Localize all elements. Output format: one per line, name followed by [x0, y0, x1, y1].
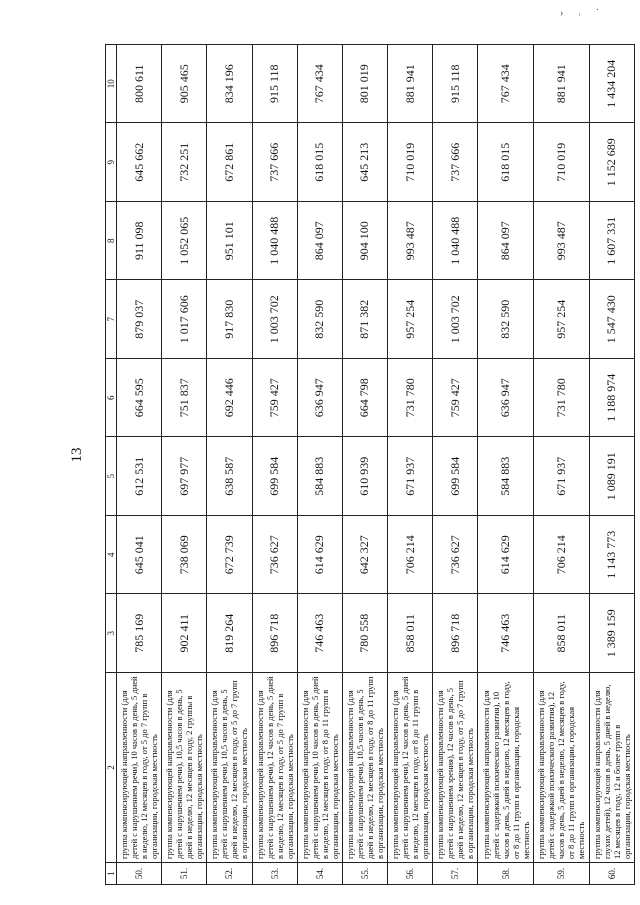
value-cell: 645 662	[117, 123, 162, 202]
value-cell: 736 627	[433, 516, 478, 595]
header-cell: 4	[106, 516, 117, 595]
row-number-cell: 56.	[388, 863, 433, 885]
value-cell: 1 152 689	[589, 123, 634, 202]
value-cell: 672 861	[207, 123, 252, 202]
value-cell: 699 584	[252, 437, 297, 516]
value-cell: 1 389 159	[589, 594, 634, 673]
value-cell: 706 214	[388, 516, 433, 595]
row-number-cell: 54.	[297, 863, 342, 885]
header-cell: 10	[106, 45, 117, 124]
value-cell: 800 611	[117, 45, 162, 124]
header-cell: 1	[106, 863, 117, 885]
row-number-cell: 55.	[342, 863, 387, 885]
value-cell: 957 254	[534, 280, 590, 359]
value-cell: 699 584	[433, 437, 478, 516]
page-number: 13	[69, 447, 85, 463]
table-row	[297, 45, 342, 885]
row-description-cell: группа компенсирующей направленности (для детей с задержкой психического развития), 12 часов в день, 5 дней в неделю, 12 месяцев в году, от 8 до 11 групп в организации, городская местность	[534, 673, 590, 863]
value-cell: 858 011	[534, 594, 590, 673]
row-number-cell: 59.	[534, 863, 590, 885]
row-description-cell: группа компенсирующей направленности (для детей с нарушением речи), 10 часов в день, 5 дней в неделю, 12 месяцев в году, от 8 до 11 групп в организации, городская местность	[297, 673, 342, 863]
value-cell: 819 264	[207, 594, 252, 673]
value-cell: 1 040 488	[433, 202, 478, 281]
value-cell: 780 558	[342, 594, 387, 673]
value-cell: 736 627	[252, 516, 297, 595]
value-cell: 746 463	[478, 594, 534, 673]
value-cell: 915 118	[433, 45, 478, 124]
value-cell: 871 382	[342, 280, 387, 359]
value-cell: 1 188 974	[589, 359, 634, 438]
row-description-cell: группа компенсирующей направленности (для детей с задержкой психического развития), 10 часов в день, 5 дней в неделю, 12 месяцев в году, от 8 до 11 групп в организации, городская местность	[478, 673, 534, 863]
value-cell: 759 427	[433, 359, 478, 438]
value-cell: 584 883	[297, 437, 342, 516]
value-cell: 834 196	[207, 45, 252, 124]
row-number-cell: 52.	[207, 863, 252, 885]
value-cell: 645 041	[117, 516, 162, 595]
value-cell: 1 434 204	[589, 45, 634, 124]
header-cell: 5	[106, 437, 117, 516]
value-cell: 785 169	[117, 594, 162, 673]
value-cell: 618 015	[478, 123, 534, 202]
header-cell: 8	[106, 202, 117, 281]
value-cell: 732 251	[162, 123, 207, 202]
value-cell: 731 780	[534, 359, 590, 438]
value-cell: 664 595	[117, 359, 162, 438]
row-description-cell: группа компенсирующей направленности (для детей с нарушением речи), 10,5 часов в день, 5 дней в неделю, 12 месяцев в году, от 8 до 11 групп в организации, городская местность	[342, 673, 387, 863]
value-cell: 710 019	[388, 123, 433, 202]
row-description-cell: группа компенсирующей направленности (для детей с нарушением зрения), 12 часов в день, 5 дней в неделю, 12 месяцев в году, от 5 до 7 групп в организации, городская местность	[433, 673, 478, 863]
value-cell: 881 941	[534, 45, 590, 124]
row-description-cell: группа компенсирующей направленности (для детей с нарушением речи), 10 часов в день, 5 дней в неделю, 12 месяцев в году, от 5 до 7 групп в организации, городская местность	[117, 673, 162, 863]
value-cell: 858 011	[388, 594, 433, 673]
value-cell: 993 487	[388, 202, 433, 281]
row-number-cell: 50.	[117, 863, 162, 885]
value-cell: 951 101	[207, 202, 252, 281]
value-cell: 1 547 430	[589, 280, 634, 359]
value-cell: 642 327	[342, 516, 387, 595]
value-cell: 584 883	[478, 437, 534, 516]
value-cell: 636 947	[297, 359, 342, 438]
table-row	[342, 45, 387, 885]
header-cell: 3	[106, 594, 117, 673]
value-cell: 618 015	[297, 123, 342, 202]
value-cell: 759 427	[252, 359, 297, 438]
value-cell: 612 531	[117, 437, 162, 516]
value-cell: 706 214	[534, 516, 590, 595]
value-cell: 879 037	[117, 280, 162, 359]
value-cell: 751 837	[162, 359, 207, 438]
tariff-table	[105, 44, 635, 885]
value-cell: 746 463	[297, 594, 342, 673]
row-number-cell: 57.	[433, 863, 478, 885]
row-number-cell: 58.	[478, 863, 534, 885]
row-description-cell: группа компенсирующей направленности (для детей с нарушением речи), 10,5 часов в день, 5 дней в неделю, 12 месяцев в году, от 5 до 7 групп в организации, городская местность	[207, 673, 252, 863]
corner-marks: › ˒ ˙	[560, 8, 605, 19]
value-cell: 905 465	[162, 45, 207, 124]
value-cell: 671 937	[534, 437, 590, 516]
value-cell: 614 629	[478, 516, 534, 595]
rotated-table-container	[105, 45, 635, 885]
header-row	[106, 45, 117, 885]
value-cell: 881 941	[388, 45, 433, 124]
value-cell: 902 411	[162, 594, 207, 673]
value-cell: 738 069	[162, 516, 207, 595]
value-cell: 904 100	[342, 202, 387, 281]
value-cell: 610 939	[342, 437, 387, 516]
value-cell: 957 254	[388, 280, 433, 359]
row-description-cell: группа компенсирующей направленности (для детей с нарушением речи), 12 часов в день, 5 дней в неделю, 12 месяцев в году, от 8 до 11 групп в организации, городская местность	[388, 673, 433, 863]
table-row	[388, 45, 433, 885]
value-cell: 672 739	[207, 516, 252, 595]
value-cell: 993 487	[534, 202, 590, 281]
value-cell: 1 003 702	[252, 280, 297, 359]
row-number-cell: 53.	[252, 863, 297, 885]
value-cell: 896 718	[433, 594, 478, 673]
value-cell: 614 629	[297, 516, 342, 595]
value-cell: 636 947	[478, 359, 534, 438]
value-cell: 832 590	[478, 280, 534, 359]
table-row	[478, 45, 534, 885]
value-cell: 801 019	[342, 45, 387, 124]
header-cell: 9	[106, 123, 117, 202]
value-cell: 896 718	[252, 594, 297, 673]
value-cell: 737 666	[433, 123, 478, 202]
row-description-cell: группа компенсирующей направленности (для глухих детей), 12 часов в день, 5 дней в неделю, 12 месяцев в году, 12 и более групп в организации, городская местность	[589, 673, 634, 863]
value-cell: 767 434	[478, 45, 534, 124]
value-cell: 915 118	[252, 45, 297, 124]
table-body	[117, 45, 635, 885]
row-description-cell: группа компенсирующей направленности (для детей с нарушением речи), 10,5 часов в день, 5 дней в неделю, 12 месяцев в году, 2 группы в организации, городская местность	[162, 673, 207, 863]
value-cell: 1 003 702	[433, 280, 478, 359]
value-cell: 1 052 065	[162, 202, 207, 281]
header-cell: 2	[106, 673, 117, 863]
value-cell: 737 666	[252, 123, 297, 202]
value-cell: 1 607 331	[589, 202, 634, 281]
row-number-cell: 60.	[589, 863, 634, 885]
header-cell: 7	[106, 280, 117, 359]
value-cell: 1 017 606	[162, 280, 207, 359]
table-row	[589, 45, 634, 885]
header-cell: 6	[106, 359, 117, 438]
table-row	[433, 45, 478, 885]
table-row	[252, 45, 297, 885]
table-row	[162, 45, 207, 885]
value-cell: 671 937	[388, 437, 433, 516]
value-cell: 832 590	[297, 280, 342, 359]
value-cell: 710 019	[534, 123, 590, 202]
value-cell: 911 098	[117, 202, 162, 281]
value-cell: 645 213	[342, 123, 387, 202]
value-cell: 1 143 773	[589, 516, 634, 595]
row-description-cell: группа компенсирующей направленности (для детей с нарушением речи), 12 часов в день, 5 дней в неделю, 12 месяцев в году, от 5 до 7 групп в организации, городская местность	[252, 673, 297, 863]
value-cell: 664 798	[342, 359, 387, 438]
row-number-cell: 51.	[162, 863, 207, 885]
table-row	[207, 45, 252, 885]
table-row	[534, 45, 590, 885]
value-cell: 731 780	[388, 359, 433, 438]
table-row	[117, 45, 162, 885]
value-cell: 864 097	[478, 202, 534, 281]
value-cell: 864 097	[297, 202, 342, 281]
value-cell: 1 089 191	[589, 437, 634, 516]
value-cell: 638 587	[207, 437, 252, 516]
value-cell: 697 977	[162, 437, 207, 516]
value-cell: 767 434	[297, 45, 342, 124]
value-cell: 1 040 488	[252, 202, 297, 281]
value-cell: 917 830	[207, 280, 252, 359]
value-cell: 692 446	[207, 359, 252, 438]
